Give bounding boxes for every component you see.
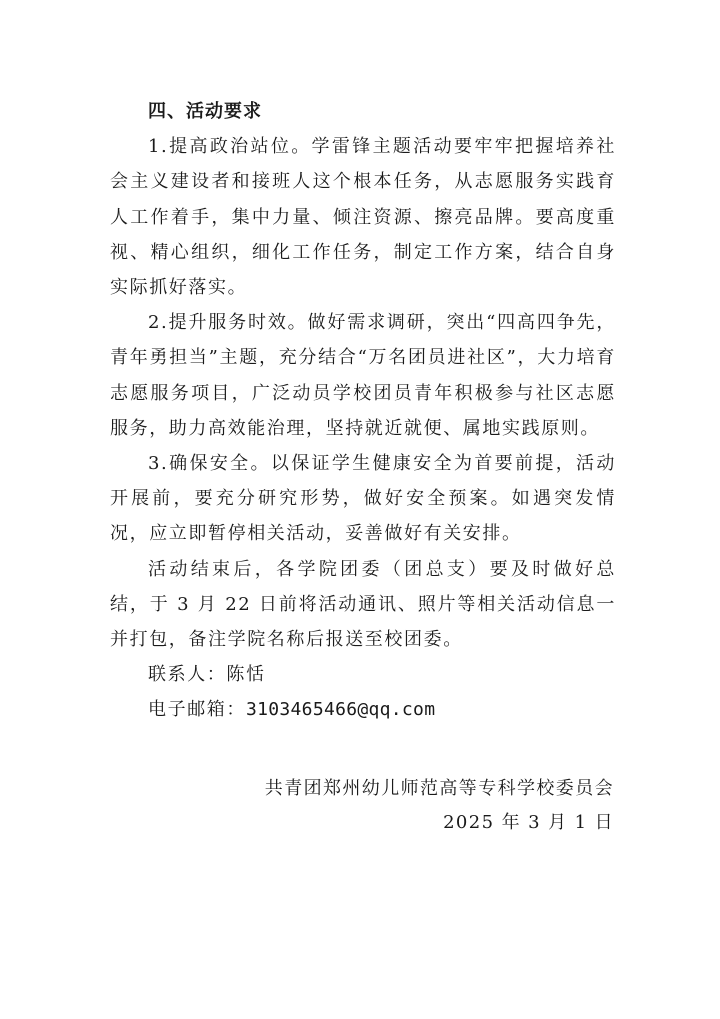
section-heading: 四、活动要求 — [148, 101, 262, 122]
document-body — [110, 94, 616, 728]
issuing-organization: 共青团郑州幼儿师范高等专科学校委员会 — [264, 778, 614, 799]
contact-person-label: 联系人： — [148, 664, 227, 686]
contact-email-value: 3103465466@qq.com — [246, 699, 436, 721]
issue-date: 2025 年 3 月 1 日 — [443, 812, 614, 833]
requirement-paragraph-3: 3.确保安全。以保证学生健康安全为首要前提，活动开展前，要充分研究形势，做好安全预案。如遇突发情况，应立即暂停相关活动，妥善做好有关安排。 — [110, 453, 616, 545]
signature-block — [265, 772, 614, 840]
contact-email-line — [110, 692, 616, 727]
requirement-paragraph-2: 2.提升服务时效。做好需求调研，突出“四高四争先，青年勇担当”主题，充分结合“万名团员进社区”，大力培育志愿服务项目，广泛动员学校团员青年积极参与社区志愿服务，助力高效能治理，坚持就近就便、属地实践原则。 — [110, 312, 616, 439]
contact-person-name: 陈恬 — [226, 664, 266, 686]
requirement-paragraph-1: 1.提高政治站位。学雷锋主题活动要牢牢把握培养社会主义建设者和接班人这个根本任务，从志愿服务实践育人工作着手，集中力量、倾注资源、擦亮品牌。要高度重视、精心组织，细化工作任务，制定工作方案，结合自身实际抓好落实。 — [110, 136, 616, 299]
contact-email-label: 电子邮箱： — [148, 699, 246, 721]
submission-paragraph: 活动结束后，各学院团委（团总支）要及时做好总结，于 3 月 22 日前将活动通讯、照片等相关活动信息一并打包，备注学院名称后报送至校团委。 — [110, 558, 616, 651]
contact-person-line — [110, 657, 616, 692]
